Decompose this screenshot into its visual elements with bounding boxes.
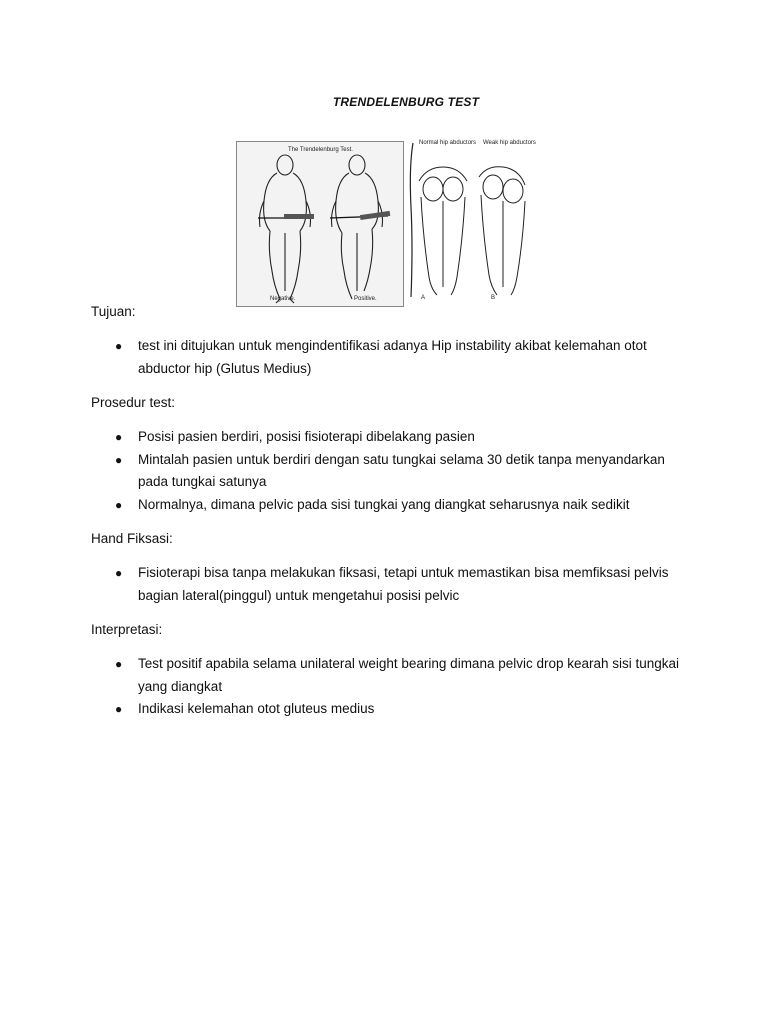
bullet-icon: ● — [115, 702, 123, 716]
figure-right-label-a: A — [421, 295, 426, 301]
bullet-icon: ● — [115, 497, 123, 512]
list-item-text: Posisi pasien berdiri, posisi fisioterapi dibelakang pasien — [138, 429, 475, 444]
list-item-text: Fisioterapi bisa tanpa melakukan fiksasi, tetapi untuk memastikan bisa memfiksasi pelvis bagian lateral(pinggul) untuk mengetahui posisi pelvic — [138, 565, 669, 603]
list-item — [91, 698, 691, 721]
list-item — [91, 335, 691, 380]
section-prosedur — [91, 393, 691, 516]
section-interpretasi — [91, 620, 691, 721]
bullet-list — [91, 335, 691, 380]
bullet-list — [91, 653, 691, 721]
list-item-text: Indikasi kelemahan otot gluteus medius — [138, 701, 375, 716]
bullet-list — [91, 426, 691, 516]
bullet-icon: ● — [115, 339, 123, 353]
bullet-icon: ● — [115, 657, 123, 671]
figure-right-label-b: B — [491, 295, 496, 301]
figure-label-negative: Negative. — [270, 296, 296, 302]
trendelenburg-illustration-left — [236, 141, 404, 307]
list-item-text: Test positif apabila selama unilateral weight bearing dimana pelvic drop kearah sisi tungkai yang diangkat — [138, 656, 680, 694]
bullet-list — [91, 562, 691, 607]
section-heading: Tujuan: — [91, 304, 136, 319]
trendelenburg-figure — [236, 137, 536, 309]
document-title: TRENDELENBURG TEST — [332, 95, 480, 109]
section-heading: Hand Fiksasi: — [91, 531, 173, 546]
bullet-icon: ● — [115, 452, 123, 467]
bullet-icon: ● — [115, 566, 123, 580]
figure-right-caption-a: Normal hip abductors — [419, 140, 477, 146]
trendelenburg-illustration-right — [407, 137, 535, 305]
list-item — [91, 426, 691, 449]
list-item — [91, 449, 691, 494]
figure-left-caption: The Trendelenburg Test. — [288, 147, 353, 153]
list-item — [91, 562, 691, 607]
list-item-text: Normalnya, dimana pelvic pada sisi tungkai yang diangkat seharusnya naik sedikit — [138, 496, 630, 512]
bullet-icon: ● — [115, 430, 123, 444]
figure-left-drawing — [236, 141, 404, 307]
list-item-text: test ini ditujukan untuk mengindentifikasi adanya Hip instability akibat kelemahan otot abductor hip (Glutus Medius) — [138, 338, 647, 376]
figure-right-drawing — [407, 137, 535, 305]
figure-label-positive: Positive. — [354, 296, 377, 302]
document-content — [91, 302, 691, 734]
list-item — [91, 494, 691, 517]
section-tujuan — [91, 302, 691, 380]
list-item — [91, 653, 691, 698]
section-hand-fiksasi — [91, 529, 691, 607]
figure-right-caption-b: Weak hip abductors — [483, 140, 536, 146]
section-heading: Prosedur test: — [91, 395, 176, 410]
list-item-text: Mintalah pasien untuk berdiri dengan satu tungkai selama 30 detik tanpa menyandarkan pada tungkai satunya — [138, 451, 665, 489]
section-heading: Interpretasi: — [91, 622, 163, 637]
